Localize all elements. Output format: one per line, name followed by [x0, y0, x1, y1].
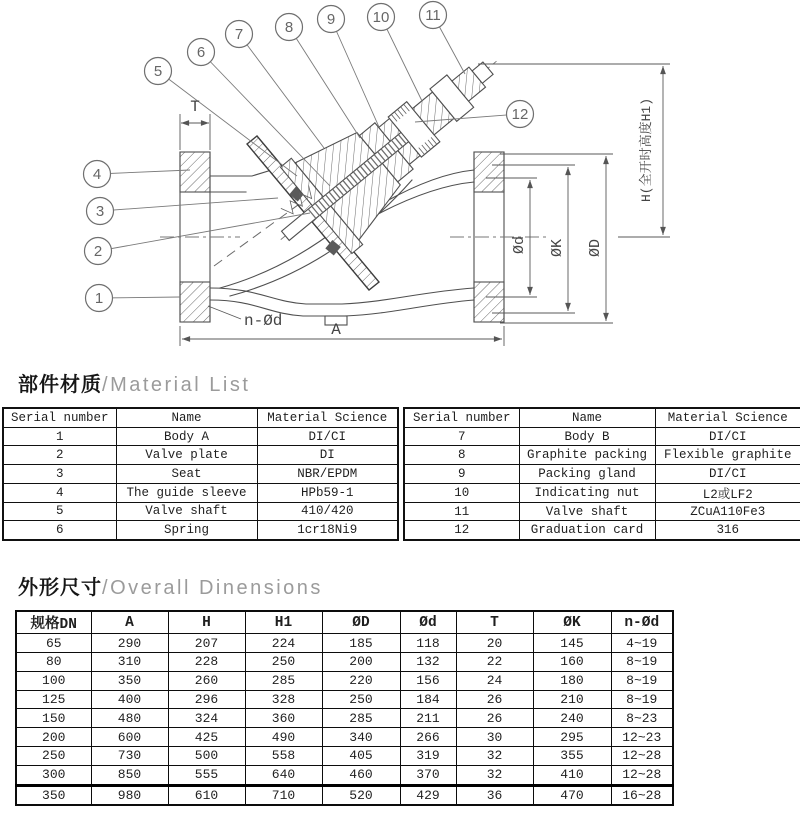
material-serial-cell: 5: [3, 502, 116, 521]
dimensions-cell: 470: [533, 785, 611, 805]
dimensions-cell: 240: [533, 709, 611, 728]
dimensions-cell: 520: [322, 785, 400, 805]
callout-6-number: 6: [196, 44, 206, 61]
dimensions-cell: 156: [400, 671, 456, 690]
dimensions-title-en: Overall Dinensions: [110, 577, 323, 600]
dimensions-cell: 340: [322, 728, 400, 747]
dimensions-cell: 324: [168, 709, 245, 728]
dimensions-row: [16, 652, 673, 671]
dimensions-cell: 22: [456, 652, 533, 671]
material-header-row: [404, 408, 800, 427]
material-name-cell: Packing gland: [519, 465, 655, 484]
material-science-cell: 410/420: [257, 502, 398, 521]
dimensions-col-header: ØK: [533, 611, 611, 634]
dimensions-row: [16, 690, 673, 709]
dimensions-cell: 710: [245, 785, 322, 805]
material-tables: [0, 407, 800, 541]
dimensions-cell: 65: [16, 634, 91, 653]
material-table-right: [403, 407, 800, 541]
material-row: [404, 521, 800, 540]
dimensions-cell: 8~23: [611, 709, 673, 728]
callout-3-leader: [100, 198, 278, 211]
dimensions-cell: 328: [245, 690, 322, 709]
dimensions-col-header: ØD: [322, 611, 400, 634]
callout-5-number: 5: [153, 63, 163, 80]
dimensions-cell: 480: [91, 709, 168, 728]
dimensions-cell: 12~28: [611, 746, 673, 765]
callout-2-number: 2: [93, 243, 103, 260]
callout-12-number: 12: [511, 106, 529, 123]
material-row: [3, 502, 398, 521]
dimensions-row: [16, 765, 673, 785]
material-serial-cell: 6: [3, 521, 116, 540]
material-name-cell: Body A: [116, 427, 257, 446]
dimensions-cell: 350: [16, 785, 91, 805]
dimensions-cell: 250: [16, 746, 91, 765]
material-row: [404, 502, 800, 521]
callout-10-number: 10: [372, 9, 390, 26]
dimensions-cell: 370: [400, 765, 456, 785]
dimensions-col-header: H1: [245, 611, 322, 634]
material-serial-cell: 4: [3, 483, 116, 502]
material-name-cell: Graphite packing: [519, 446, 655, 465]
material-name-cell: Spring: [116, 521, 257, 540]
material-name-cell: Valve shaft: [519, 502, 655, 521]
material-science-cell: NBR/EPDM: [257, 465, 398, 484]
right-flange-bottom: [474, 282, 504, 322]
dimensions-row: [16, 785, 673, 805]
dimensions-cell: 360: [245, 709, 322, 728]
dimensions-col-header: T: [456, 611, 533, 634]
dimensions-title-zh: 外形尺寸: [18, 577, 102, 600]
material-row: [3, 521, 398, 540]
material-col-header: Name: [116, 408, 257, 427]
material-science-cell: DI/CI: [655, 427, 800, 446]
callout-2-leader: [98, 213, 310, 251]
callout-7-leader: [239, 34, 324, 148]
dimensions-cell: 180: [533, 671, 611, 690]
valve-body-geometry: [84, 2, 671, 347]
material-row: [3, 465, 398, 484]
dimensions-cell: 160: [533, 652, 611, 671]
dimensions-cell: 8~19: [611, 652, 673, 671]
dimensions-cell: 8~19: [611, 690, 673, 709]
material-col-header: Serial number: [3, 408, 116, 427]
callout-8-leader: [289, 27, 360, 138]
dimensions-cell: 555: [168, 765, 245, 785]
dimensions-cell: 490: [245, 728, 322, 747]
material-serial-cell: 12: [404, 521, 519, 540]
dimensions-cell: 410: [533, 765, 611, 785]
dimensions-cell: 250: [322, 690, 400, 709]
callout-7-number: 7: [234, 26, 244, 43]
material-name-cell: Indicating nut: [519, 483, 655, 502]
callout-1-number: 1: [94, 290, 104, 307]
dimensions-cell: 319: [400, 746, 456, 765]
callout-5-leader: [158, 71, 297, 176]
callout-8-number: 8: [284, 19, 294, 36]
material-row: [404, 483, 800, 502]
stem-assembly: [245, 18, 532, 283]
valve-cross-section-svg: [0, 0, 800, 362]
dimensions-col-header: n-Ød: [611, 611, 673, 634]
dim-n-od-label: n-Ød: [244, 312, 283, 330]
material-science-cell: HPb59-1: [257, 483, 398, 502]
dimensions-row: [16, 671, 673, 690]
material-science-cell: Flexible graphite: [655, 446, 800, 465]
dim-od-big-label: ØD: [587, 238, 604, 258]
dimensions-cell: 132: [400, 652, 456, 671]
dimensions-cell: 460: [322, 765, 400, 785]
dimensions-cell: 405: [322, 746, 400, 765]
material-col-header: Material Science: [257, 408, 398, 427]
dimensions-cell: 980: [91, 785, 168, 805]
material-name-cell: Valve plate: [116, 446, 257, 465]
dimensions-cell: 285: [322, 709, 400, 728]
dimensions-cell: 296: [168, 690, 245, 709]
material-col-header: Name: [519, 408, 655, 427]
material-serial-cell: 7: [404, 427, 519, 446]
callout-9-number: 9: [326, 11, 336, 28]
dimensions-col-header: A: [91, 611, 168, 634]
material-serial-cell: 9: [404, 465, 519, 484]
dimensions-cell: 118: [400, 634, 456, 653]
dimensions-cell: 24: [456, 671, 533, 690]
dimensions-cell: 224: [245, 634, 322, 653]
dim-od-small-label: Ød: [511, 235, 528, 255]
material-table-left: [2, 407, 399, 541]
dimensions-row: [16, 634, 673, 653]
dimensions-cell: 32: [456, 765, 533, 785]
dimensions-cell: 26: [456, 709, 533, 728]
dimensions-cell: 30: [456, 728, 533, 747]
title-divider-2: /: [102, 577, 111, 600]
dim-a-label: A: [331, 321, 341, 339]
dimensions-cell: 207: [168, 634, 245, 653]
dimensions-cell: 350: [91, 671, 168, 690]
material-science-cell: DI/CI: [655, 465, 800, 484]
dimensions-cell: 200: [322, 652, 400, 671]
dimensions-header-row: [16, 611, 673, 634]
material-serial-cell: 2: [3, 446, 116, 465]
material-row: [3, 446, 398, 465]
dimensions-cell: 4~19: [611, 634, 673, 653]
material-science-cell: 316: [655, 521, 800, 540]
dimensions-cell: 145: [533, 634, 611, 653]
dimensions-cell: 185: [322, 634, 400, 653]
dimensions-cell: 32: [456, 746, 533, 765]
left-flange-bottom: [180, 282, 210, 322]
material-science-cell: DI: [257, 446, 398, 465]
dimensions-col-header: Ød: [400, 611, 456, 634]
dimensions-cell: 12~28: [611, 765, 673, 785]
material-col-header: Serial number: [404, 408, 519, 427]
dimensions-cell: 228: [168, 652, 245, 671]
material-serial-cell: 3: [3, 465, 116, 484]
dimensions-table: [15, 610, 674, 806]
dimensions-cell: 295: [533, 728, 611, 747]
dimensions-cell: 8~19: [611, 671, 673, 690]
material-science-cell: L2或LF2: [655, 483, 800, 502]
material-row: [3, 483, 398, 502]
dimensions-cell: 184: [400, 690, 456, 709]
material-serial-cell: 1: [3, 427, 116, 446]
dimensions-cell: 300: [16, 765, 91, 785]
dimensions-cell: 20: [456, 634, 533, 653]
dimensions-col-header: 规格DN: [16, 611, 91, 634]
dimensions-cell: 500: [168, 746, 245, 765]
dimensions-cell: 211: [400, 709, 456, 728]
material-serial-cell: 11: [404, 502, 519, 521]
dimensions-cell: 250: [245, 652, 322, 671]
material-list-title: [18, 372, 800, 398]
dimensions-cell: 290: [91, 634, 168, 653]
callout-11-number: 11: [425, 7, 441, 24]
left-flange-top: [180, 152, 210, 192]
dimensions-cell: 260: [168, 671, 245, 690]
dimensions-row: [16, 728, 673, 747]
material-row: [3, 427, 398, 446]
dim-t-label: T: [190, 98, 200, 116]
dimensions-cell: 425: [168, 728, 245, 747]
right-flange-top: [474, 152, 504, 192]
material-row: [404, 465, 800, 484]
dimensions-row: [16, 709, 673, 728]
dimensions-cell: 210: [533, 690, 611, 709]
dim-ok-label: ØK: [549, 238, 566, 258]
dimensions-col-header: H: [168, 611, 245, 634]
material-name-cell: Valve shaft: [116, 502, 257, 521]
dimensions-cell: 285: [245, 671, 322, 690]
material-science-cell: ZCuA110Fe3: [655, 502, 800, 521]
material-row: [404, 427, 800, 446]
dimensions-cell: 850: [91, 765, 168, 785]
dimensions-cell: 266: [400, 728, 456, 747]
dimensions-cell: 150: [16, 709, 91, 728]
dimensions-cell: 80: [16, 652, 91, 671]
material-name-cell: Seat: [116, 465, 257, 484]
dimensions-cell: 640: [245, 765, 322, 785]
material-row: [404, 446, 800, 465]
dimensions-title: [18, 575, 800, 601]
material-header-row: [3, 408, 398, 427]
valve-technical-drawing: [0, 0, 800, 362]
dimensions-cell: 26: [456, 690, 533, 709]
dimensions-cell: 16~28: [611, 785, 673, 805]
material-name-cell: Body B: [519, 427, 655, 446]
dimensions-cell: 100: [16, 671, 91, 690]
dimensions-cell: 558: [245, 746, 322, 765]
dimensions-cell: 429: [400, 785, 456, 805]
dimensions-cell: 125: [16, 690, 91, 709]
callout-4-number: 4: [92, 166, 102, 183]
dimensions-cell: 200: [16, 728, 91, 747]
material-serial-cell: 10: [404, 483, 519, 502]
dimensions-cell: 730: [91, 746, 168, 765]
dimensions-cell: 220: [322, 671, 400, 690]
dimensions-cell: 400: [91, 690, 168, 709]
dimensions-cell: 12~23: [611, 728, 673, 747]
dimensions-row: [16, 746, 673, 765]
callout-3-number: 3: [95, 203, 105, 220]
material-list-title-en: Material List: [110, 374, 251, 396]
material-serial-cell: 8: [404, 446, 519, 465]
material-col-header: Material Science: [655, 408, 800, 427]
dimensions-cell: 36: [456, 785, 533, 805]
material-name-cell: Graduation card: [519, 521, 655, 540]
dimensions-cell: 610: [168, 785, 245, 805]
dimensions-cell: 600: [91, 728, 168, 747]
title-divider: /: [102, 374, 111, 396]
dim-h-label: H(全开时高度H1): [639, 97, 654, 203]
dimensions-cell: 310: [91, 652, 168, 671]
callout-9-leader: [331, 19, 379, 127]
material-science-cell: DI/CI: [257, 427, 398, 446]
dimensions-cell: 355: [533, 746, 611, 765]
material-science-cell: 1cr18Ni9: [257, 521, 398, 540]
material-list-title-zh: 部件材质: [18, 374, 102, 396]
material-name-cell: The guide sleeve: [116, 483, 257, 502]
